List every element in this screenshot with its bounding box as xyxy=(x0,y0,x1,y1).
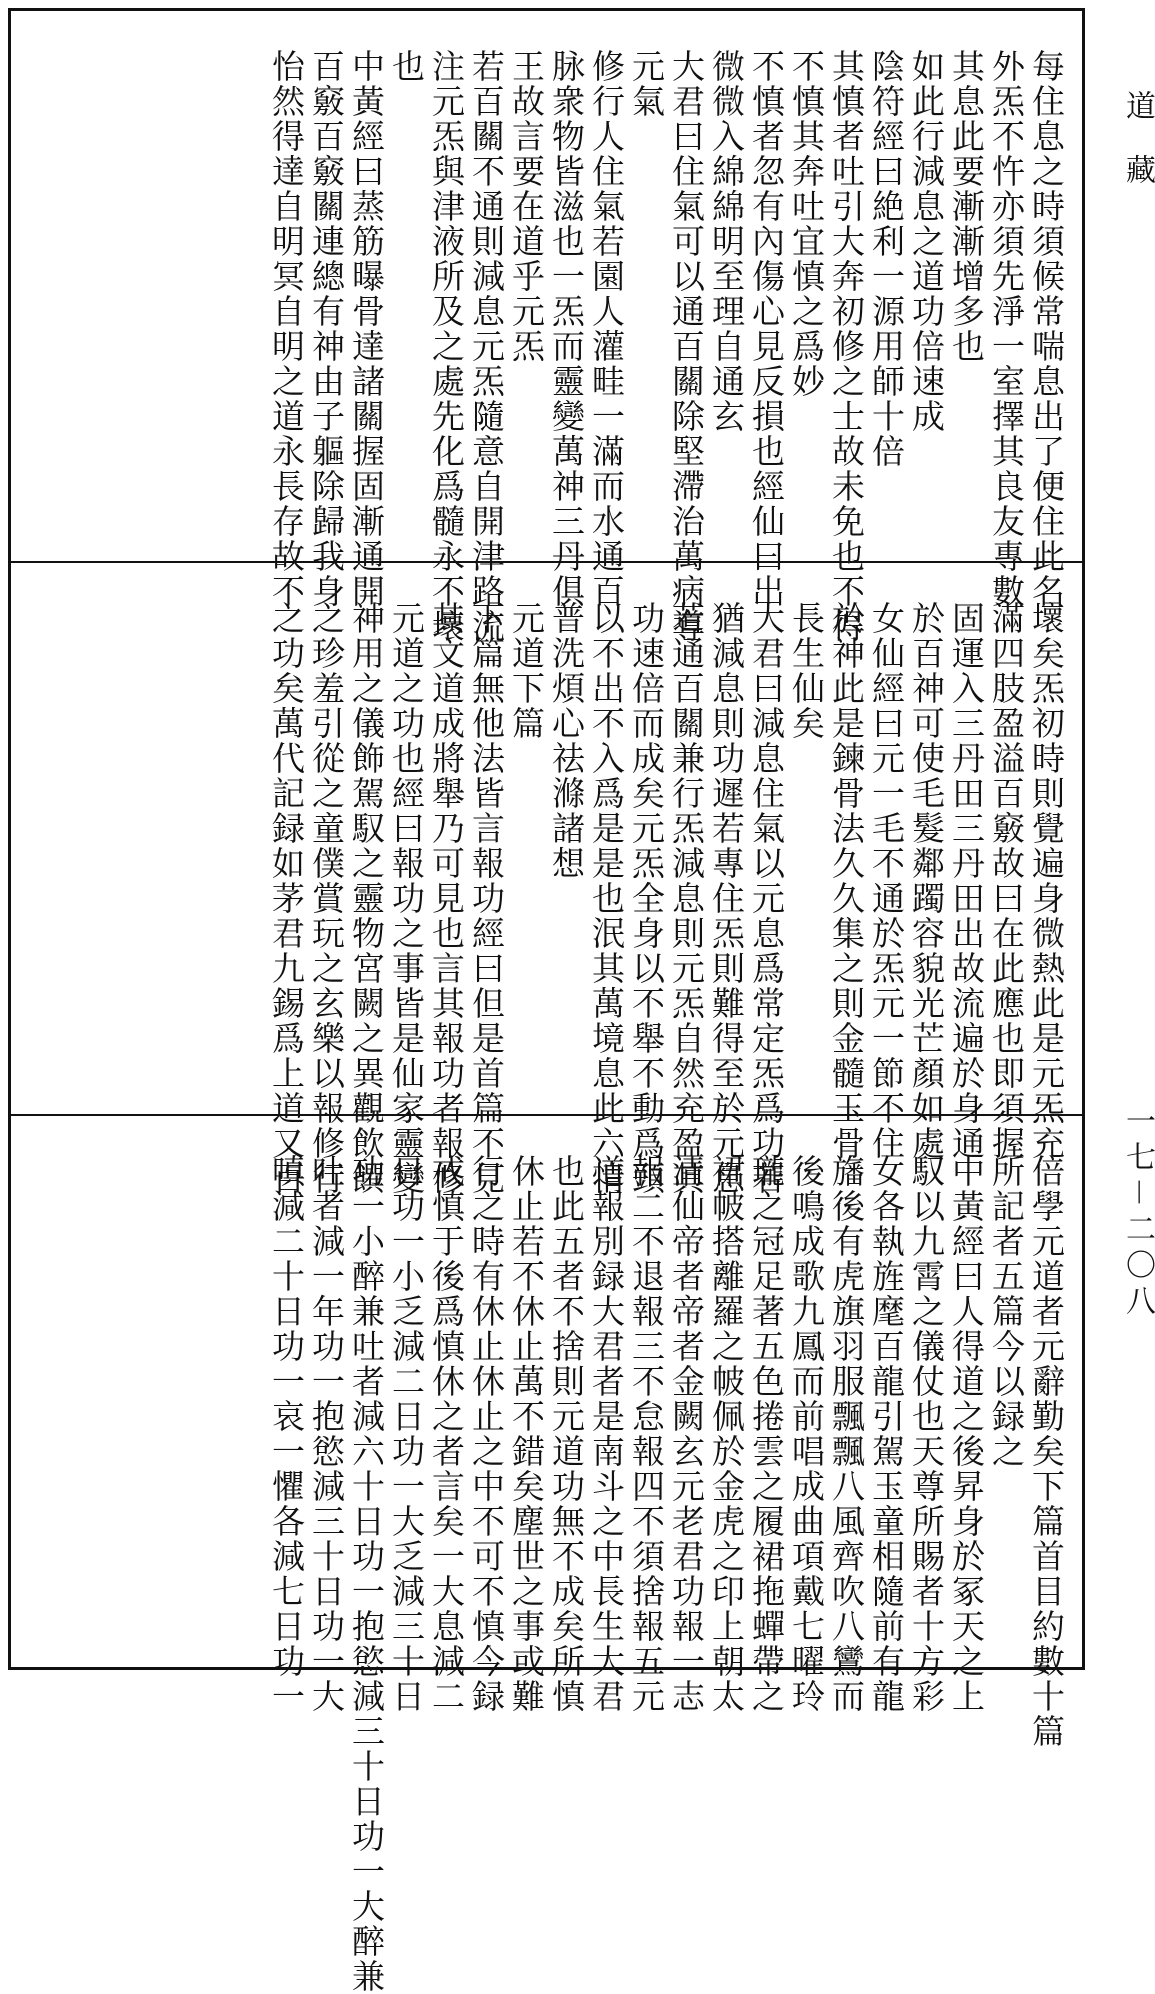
text-column: 瓏之冠足著五色捲雲之履裙拖蟬帶之 xyxy=(747,1154,786,1714)
text-column: 嗔減二十日功一哀一懼各減七日功一 xyxy=(267,1154,306,1714)
page-frame xyxy=(8,8,1085,1994)
text-column: 其慎者吐引大奔初修之士故未免也不得 xyxy=(827,49,866,644)
text-column: 功一小醉兼吐者減六十日功一抱慾減三十日功一大醉兼 xyxy=(347,1154,386,1994)
text-column: 陰符經曰絶利一源用師十倍 xyxy=(867,49,906,469)
text-column: 戒慎于後爲慎休之者言矣一大息減二 xyxy=(427,1154,466,1714)
text-column: 之珍羞引從之童僕賞玩之玄樂以報修行 xyxy=(307,601,346,1196)
panel-3-columns xyxy=(266,1154,1066,1994)
text-panel-2 xyxy=(11,561,1082,1196)
text-column: 元道下篇 xyxy=(507,601,546,741)
text-column: 也此五者不捨則元道功無不成矣所慎 xyxy=(547,1154,586,1714)
text-column: 也 xyxy=(387,49,426,84)
text-column: 女仙經曰元一毛不通於炁元一節不住 xyxy=(867,601,906,1161)
text-column: 其文道成將舉乃可見也言其報功者報修 xyxy=(427,601,466,1196)
text-column: 百竅百竅關連總有神由子軀除歸我身 xyxy=(307,49,346,609)
text-column: 大君曰住氣可以通百關除堅滯治萬病導 xyxy=(667,49,706,644)
text-column: 大君曰減息住氣以元息爲常定炁爲功若 xyxy=(747,601,786,1196)
text-column: 不慎者忽有內傷心見反損也經仙曰出 xyxy=(747,49,786,609)
text-column: 中黃經曰蒸筋曝骨達諸關握固漸通開 xyxy=(347,49,386,609)
text-column: 猶減息則功遲若專住炁則難得至於元息 xyxy=(707,601,746,1196)
text-column: 其息此要漸漸增多也 xyxy=(947,49,986,364)
text-column: 旛後有虎旗羽服飄飄八風齊吹八鸞而 xyxy=(827,1154,866,1714)
text-column: 倍學元道者元辭勤矣下篇首目約數十篇 xyxy=(1027,1154,1066,1749)
text-column: 固運入三丹田三丹田出故流遍於身通 xyxy=(947,601,986,1161)
text-column: 壞矣炁初時則覺遍身微熱此是元炁充 xyxy=(1027,601,1066,1161)
text-column: 長生仙矣 xyxy=(787,601,826,741)
text-column: 每住息之時須候常喘息出了便住此名 xyxy=(1027,49,1066,609)
text-column: 脉衆物皆滋也一炁而靈變萬神三丹俱 xyxy=(547,49,586,609)
text-column: 休止若不休止萬不錯矣塵世之事或難 xyxy=(507,1154,546,1714)
text-column: 清仙帝者帝者金闕玄元老君功報一志 xyxy=(667,1154,706,1714)
text-column: 若百關不通則減息元炁隨意自開津路流 xyxy=(467,49,506,644)
text-panel-3 xyxy=(11,1114,1082,1994)
text-column: 行之時有休止休止之中不可不慎今録 xyxy=(467,1154,506,1714)
text-column: 若通百關兼行炁減息則元炁自然充盈其 xyxy=(667,601,706,1196)
text-column: 所記者五篇今以録之 xyxy=(987,1154,1026,1469)
text-column: 於神此是鍊骨法久久集之則金髓玉骨 xyxy=(827,601,866,1161)
text-column: 女各執旌麾百龍引駕玉童相隨前有龍 xyxy=(867,1154,906,1714)
margin-title: 道藏 xyxy=(1120,90,1155,218)
text-column: 馭以九霄之儀仗也天尊所賜者十方彩 xyxy=(907,1154,946,1714)
text-column: 以不出不入爲是是也泯其萬境息此六情 xyxy=(587,601,626,1196)
text-column: 之功矣萬代記録如茅君九錫爲上道又百 xyxy=(267,601,306,1196)
text-column: 修行人住氣若園人灌畦一滿而水通百 xyxy=(587,49,626,609)
text-column: 於百神可使毛髮鄰躅容貌光芒顏如處 xyxy=(907,601,946,1161)
text-column: 普洗煩心祛滌諸想 xyxy=(547,601,586,881)
text-column: 滿四肢盈溢百竅故曰在此應也即須握 xyxy=(987,601,1026,1161)
panel-2-columns xyxy=(266,601,1066,1196)
text-column: 下篇無他法皆言報功經曰但是首篇不見 xyxy=(467,601,506,1196)
text-column: 中黃經曰人得道之後昇身於冢天之上 xyxy=(947,1154,986,1714)
text-column: 裙帔搭離羅之帔佩於金虎之印上朝太 xyxy=(707,1154,746,1714)
text-column: 元氣 xyxy=(627,49,666,119)
page-number: 一七－二〇八 xyxy=(1120,1105,1155,1321)
text-column: 王故言要在道乎元炁 xyxy=(507,49,546,364)
panel-1-columns xyxy=(266,49,1066,644)
text-column: 日功一小乏減二日功一大乏減三十日 xyxy=(387,1154,426,1714)
text-column: 吐者減一年功一抱慾減三十日功一大 xyxy=(307,1154,346,1714)
text-column: 如此行減息之道功倍速成 xyxy=(907,49,946,434)
text-column: 報二不退報三不怠報四不須捨報五元 xyxy=(627,1154,666,1714)
text-column: 神用之儀飾駕馭之靈物宮闕之異觀飲饌 xyxy=(347,601,386,1196)
text-column: 元道之功也經曰報功之事皆是仙家靈變 xyxy=(387,601,426,1196)
text-column: 怡然得達自明冥自明之道永長存故不 xyxy=(267,49,306,609)
text-panel-1 xyxy=(11,11,1082,644)
text-column: 道報別録大君者是南斗之中長生大君 xyxy=(587,1154,626,1714)
text-column: 不慎其奔吐宜慎之爲妙 xyxy=(787,49,826,399)
text-column: 微微入綿綿明至理自通玄 xyxy=(707,49,746,434)
text-column: 注元炁與津液所及之處先化爲髓永不壞 xyxy=(427,49,466,644)
text-column: 功速倍而成矣元炁全身以不舉不動爲頭 xyxy=(627,601,666,1196)
text-column: 外炁不忤亦須先淨一室擇其良友專數 xyxy=(987,49,1026,609)
text-column: 後鳴成歌九鳳而前唱成曲項戴七曜玲 xyxy=(787,1154,826,1714)
